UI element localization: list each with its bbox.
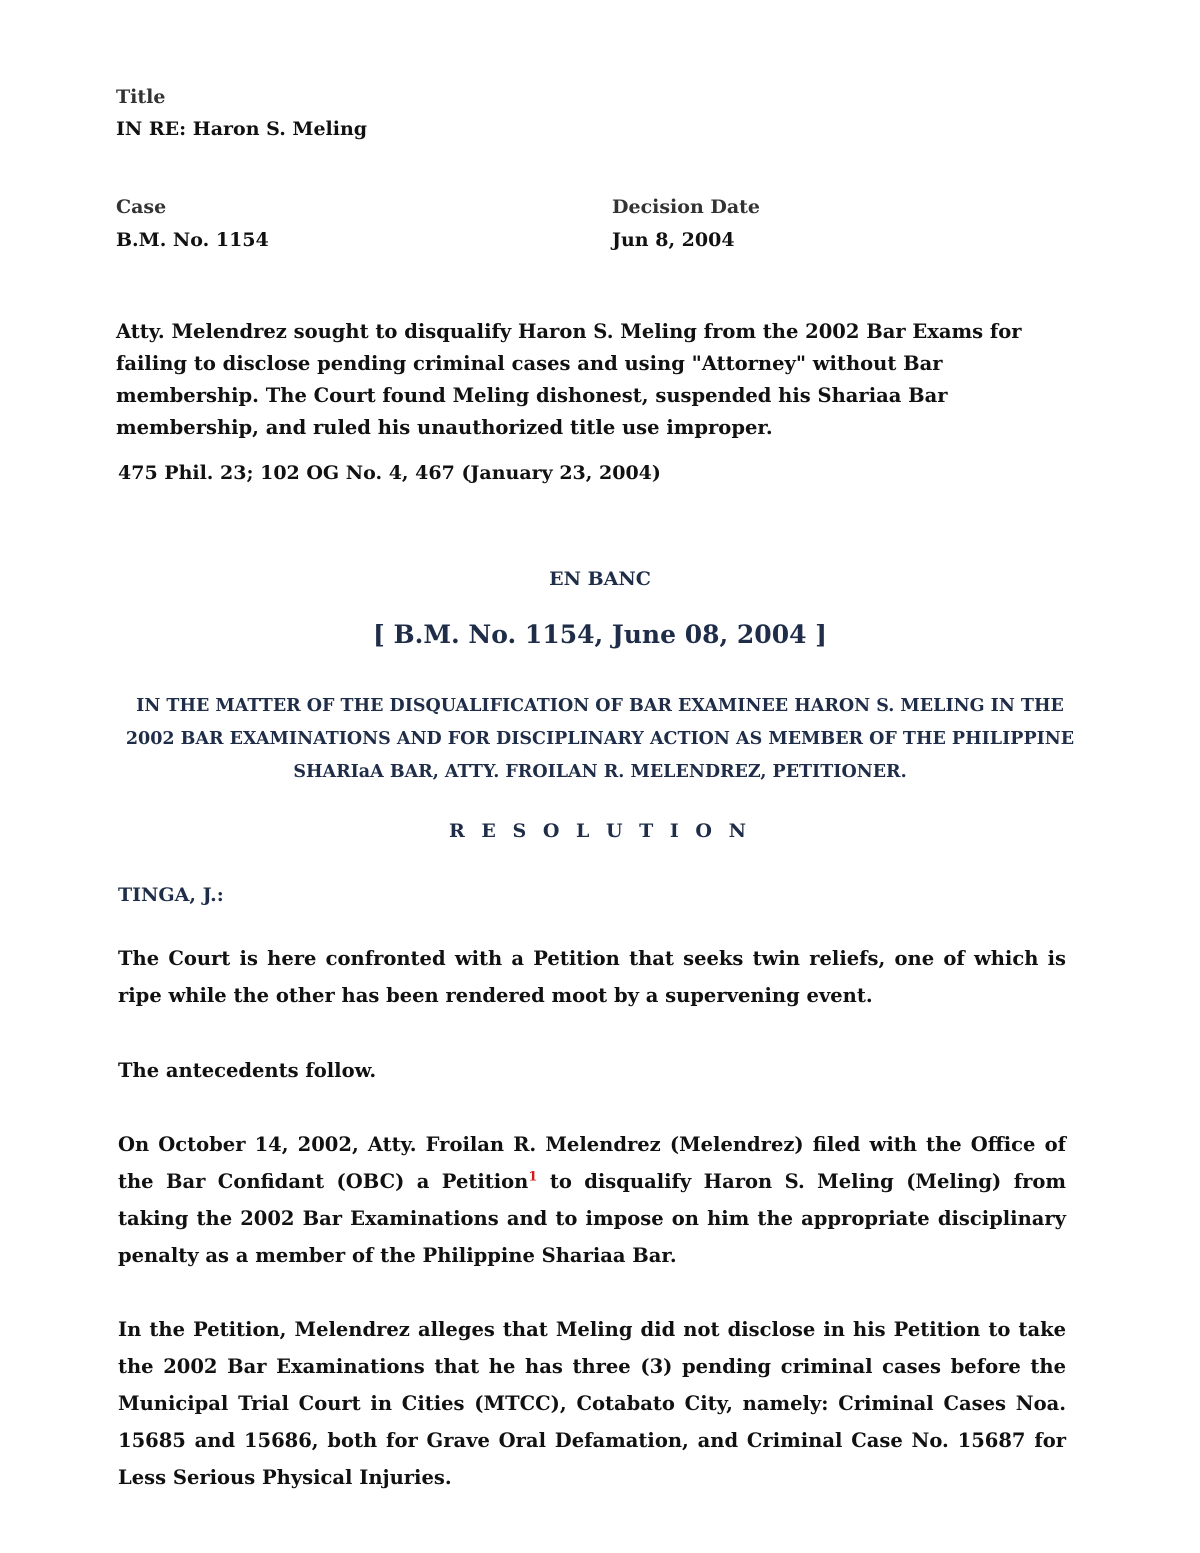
citation: 475 Phil. 23; 102 OG No. 4, 467 (January 23, 2004)	[118, 462, 661, 484]
ponente: TINGA, J.:	[118, 884, 224, 906]
paragraph-2: The antecedents follow.	[118, 1059, 377, 1082]
paragraph-3-text-before: On October 14, 2002, Atty. Froilan R. Melendrez (Melendrez) filed with the Office of the Bar Confidant (OBC) a Petition	[118, 1133, 1066, 1193]
case-header: [ B.M. No. 1154, June 08, 2004 ]	[372, 620, 828, 649]
paragraph-3	[118, 1126, 1066, 1274]
case-value: B.M. No. 1154	[116, 229, 269, 251]
case-title: IN THE MATTER OF THE DISQUALIFICATION OF BAR EXAMINEE HARON S. MELING IN THE 2002 BAR EXAMINATIONS AND FOR DISCIPLINARY ACTION AS MEMBER OF THE PHILIPPINE SHARIaA BAR, ATTY. FROILAN R. MELENDREZ, PETITIONER.	[125, 696, 1075, 782]
title-value: IN RE: Haron S. Meling	[116, 118, 368, 140]
paragraph-4: In the Petition, Melendrez alleges that Meling did not disclose in his Petition to take the 2002 Bar Examinations that he has three (3) pending criminal cases before the Municipal Trial Court in Cities (MTCC), Cotabato City, namely: Criminal Cases Noa. 15685 and 15686, both for Grave Oral Defamation, and Criminal Case No. 15687 for Less Serious Physical Injuries.	[118, 1318, 1066, 1489]
case-summary: Atty. Melendrez sought to disqualify Haron S. Meling from the 2002 Bar Exams for failing to disclose pending criminal cases and using "Attorney" without Bar membership. The Court found Meling dishonest, suspended his Shariaa Bar membership, and ruled his unauthorized title use improper.	[116, 320, 1022, 439]
title-label: Title	[116, 86, 166, 108]
decision-date-value: Jun 8, 2004	[612, 229, 735, 251]
case-label: Case	[116, 196, 167, 218]
paragraph-3-text-after: to disqualify Haron S. Meling (Meling) from taking the 2002 Bar Examinations and to impose on him the appropriate disciplinary penalty as a member of the Philippine Shariaa Bar.	[118, 1170, 1066, 1267]
footnote-link[interactable]: 1	[528, 1169, 538, 1185]
decision-date-label: Decision Date	[612, 196, 761, 218]
resolution-heading: R E S O L U T I O N	[449, 820, 751, 842]
paragraph-1: The Court is here confronted with a Petition that seeks twin reliefs, one of which is ripe while the other has been rendered moot by a supervening event.	[118, 947, 1066, 1007]
division-heading: EN BANC	[549, 568, 651, 590]
